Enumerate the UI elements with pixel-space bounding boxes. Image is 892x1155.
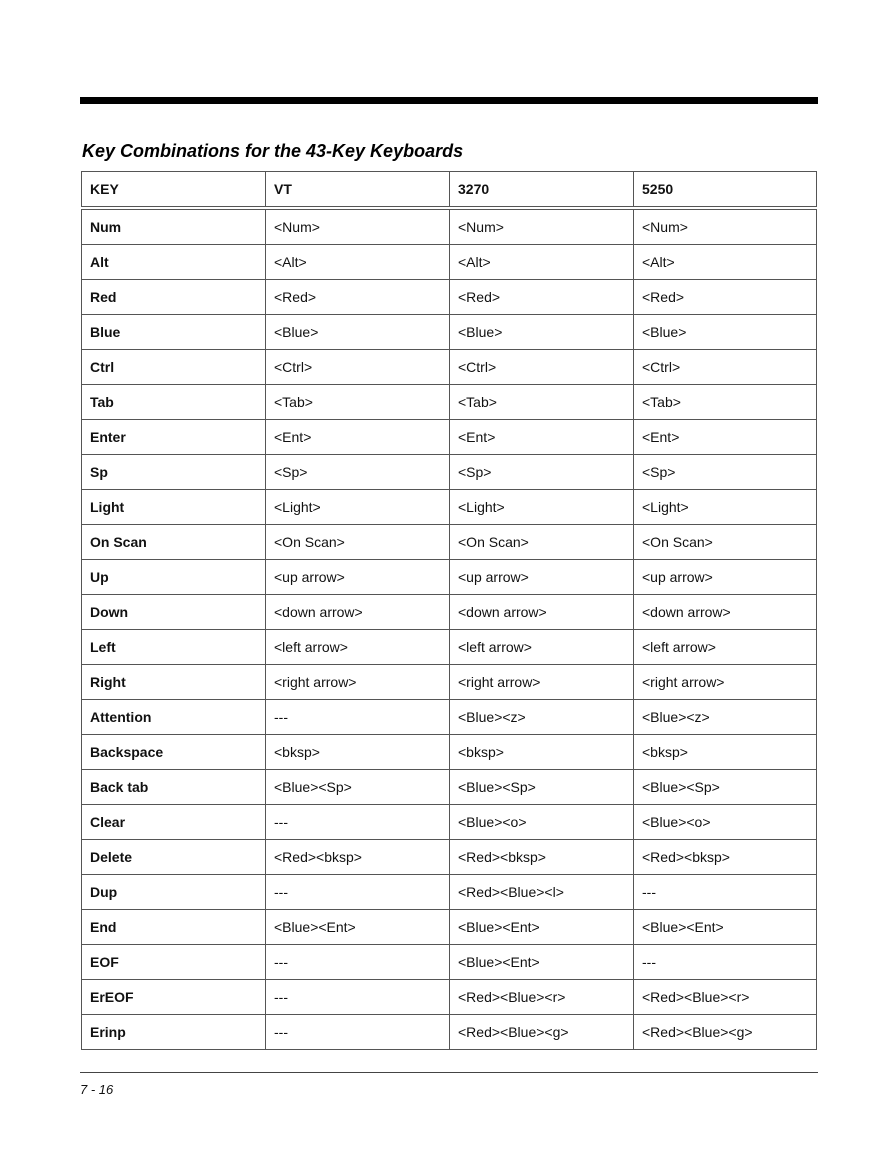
cell-5250: <Blue><Sp> — [634, 770, 817, 805]
cell-key: Clear — [82, 805, 266, 840]
cell-5250: <Red><bksp> — [634, 840, 817, 875]
table-row — [82, 208, 817, 245]
cell-3270: <Sp> — [450, 455, 634, 490]
cell-vt: <Ctrl> — [266, 350, 450, 385]
table-row — [82, 665, 817, 700]
cell-5250: <right arrow> — [634, 665, 817, 700]
table-row — [82, 700, 817, 735]
cell-5250: <Red> — [634, 280, 817, 315]
cell-vt: <Tab> — [266, 385, 450, 420]
cell-vt: --- — [266, 1015, 450, 1050]
cell-3270: <left arrow> — [450, 630, 634, 665]
cell-vt: <Ent> — [266, 420, 450, 455]
table-row — [82, 455, 817, 490]
cell-vt: <Red><bksp> — [266, 840, 450, 875]
cell-vt: --- — [266, 700, 450, 735]
cell-vt: <Blue><Ent> — [266, 910, 450, 945]
cell-vt: <Sp> — [266, 455, 450, 490]
cell-3270: <On Scan> — [450, 525, 634, 560]
cell-5250: <Ent> — [634, 420, 817, 455]
table-row — [82, 245, 817, 280]
table-row — [82, 945, 817, 980]
table-row — [82, 385, 817, 420]
cell-vt: <up arrow> — [266, 560, 450, 595]
table-row — [82, 1015, 817, 1050]
table-row — [82, 315, 817, 350]
cell-3270: <Blue><Sp> — [450, 770, 634, 805]
column-header-vt: VT — [266, 172, 450, 209]
cell-key: Red — [82, 280, 266, 315]
cell-3270: <Red><Blue><r> — [450, 980, 634, 1015]
cell-3270: <right arrow> — [450, 665, 634, 700]
table-row — [82, 560, 817, 595]
cell-5250: --- — [634, 945, 817, 980]
table-row — [82, 420, 817, 455]
cell-5250: <Red><Blue><g> — [634, 1015, 817, 1050]
cell-key: On Scan — [82, 525, 266, 560]
cell-3270: <Blue><o> — [450, 805, 634, 840]
cell-key: Sp — [82, 455, 266, 490]
cell-vt: <right arrow> — [266, 665, 450, 700]
cell-5250: <Ctrl> — [634, 350, 817, 385]
cell-key: Backspace — [82, 735, 266, 770]
cell-3270: <Red><Blue><l> — [450, 875, 634, 910]
cell-key: Left — [82, 630, 266, 665]
table-row — [82, 630, 817, 665]
cell-vt: <Num> — [266, 208, 450, 245]
cell-key: Light — [82, 490, 266, 525]
cell-vt: <Red> — [266, 280, 450, 315]
header-rule — [80, 97, 818, 104]
cell-5250: <bksp> — [634, 735, 817, 770]
cell-5250: <down arrow> — [634, 595, 817, 630]
cell-5250: <Light> — [634, 490, 817, 525]
cell-5250: <Blue><o> — [634, 805, 817, 840]
table-row — [82, 280, 817, 315]
table-row — [82, 805, 817, 840]
cell-vt: <down arrow> — [266, 595, 450, 630]
column-header-key: KEY — [82, 172, 266, 209]
cell-5250: --- — [634, 875, 817, 910]
cell-key: Enter — [82, 420, 266, 455]
table-row — [82, 770, 817, 805]
cell-key: Down — [82, 595, 266, 630]
cell-key: Ctrl — [82, 350, 266, 385]
cell-5250: <Blue> — [634, 315, 817, 350]
cell-key: Back tab — [82, 770, 266, 805]
page-number: 7 - 16 — [80, 1082, 114, 1097]
table-header-row — [82, 172, 817, 209]
cell-key: Dup — [82, 875, 266, 910]
cell-key: Blue — [82, 315, 266, 350]
cell-vt: <Blue> — [266, 315, 450, 350]
cell-5250: <On Scan> — [634, 525, 817, 560]
cell-key: EOF — [82, 945, 266, 980]
column-header-3270: 3270 — [450, 172, 634, 209]
key-combinations-table — [81, 171, 817, 1050]
table-row — [82, 735, 817, 770]
footer-rule — [80, 1072, 818, 1073]
cell-3270: <up arrow> — [450, 560, 634, 595]
cell-vt: --- — [266, 945, 450, 980]
cell-5250: <Num> — [634, 208, 817, 245]
cell-3270: <Num> — [450, 208, 634, 245]
cell-3270: <Ctrl> — [450, 350, 634, 385]
table-body — [82, 208, 817, 1050]
cell-vt: <Alt> — [266, 245, 450, 280]
table-row — [82, 840, 817, 875]
cell-vt: <bksp> — [266, 735, 450, 770]
cell-3270: <Red><Blue><g> — [450, 1015, 634, 1050]
table-row — [82, 980, 817, 1015]
cell-5250: <Sp> — [634, 455, 817, 490]
table-row — [82, 875, 817, 910]
cell-3270: <Blue> — [450, 315, 634, 350]
cell-5250: <Red><Blue><r> — [634, 980, 817, 1015]
cell-3270: <Red><bksp> — [450, 840, 634, 875]
cell-key: Erinp — [82, 1015, 266, 1050]
cell-key: End — [82, 910, 266, 945]
cell-vt: <Blue><Sp> — [266, 770, 450, 805]
cell-5250: <left arrow> — [634, 630, 817, 665]
cell-5250: <up arrow> — [634, 560, 817, 595]
cell-key: ErEOF — [82, 980, 266, 1015]
section-title: Key Combinations for the 43-Key Keyboards — [82, 141, 464, 161]
cell-key: Delete — [82, 840, 266, 875]
cell-vt: --- — [266, 805, 450, 840]
cell-3270: <bksp> — [450, 735, 634, 770]
table-row — [82, 595, 817, 630]
table-row — [82, 350, 817, 385]
cell-key: Alt — [82, 245, 266, 280]
cell-vt: --- — [266, 980, 450, 1015]
cell-3270: <Red> — [450, 280, 634, 315]
column-header-5250: 5250 — [634, 172, 817, 209]
cell-3270: <Blue><z> — [450, 700, 634, 735]
cell-5250: <Blue><Ent> — [634, 910, 817, 945]
cell-3270: <Ent> — [450, 420, 634, 455]
table-row — [82, 490, 817, 525]
cell-vt: <left arrow> — [266, 630, 450, 665]
cell-3270: <Blue><Ent> — [450, 945, 634, 980]
cell-vt: --- — [266, 875, 450, 910]
cell-3270: <Alt> — [450, 245, 634, 280]
cell-key: Right — [82, 665, 266, 700]
cell-key: Attention — [82, 700, 266, 735]
cell-key: Tab — [82, 385, 266, 420]
cell-5250: <Tab> — [634, 385, 817, 420]
table-row — [82, 525, 817, 560]
cell-vt: <Light> — [266, 490, 450, 525]
cell-key: Up — [82, 560, 266, 595]
cell-3270: <down arrow> — [450, 595, 634, 630]
cell-vt: <On Scan> — [266, 525, 450, 560]
table-row — [82, 910, 817, 945]
cell-key: Num — [82, 208, 266, 245]
cell-5250: <Alt> — [634, 245, 817, 280]
cell-3270: <Blue><Ent> — [450, 910, 634, 945]
cell-3270: <Tab> — [450, 385, 634, 420]
cell-5250: <Blue><z> — [634, 700, 817, 735]
cell-3270: <Light> — [450, 490, 634, 525]
